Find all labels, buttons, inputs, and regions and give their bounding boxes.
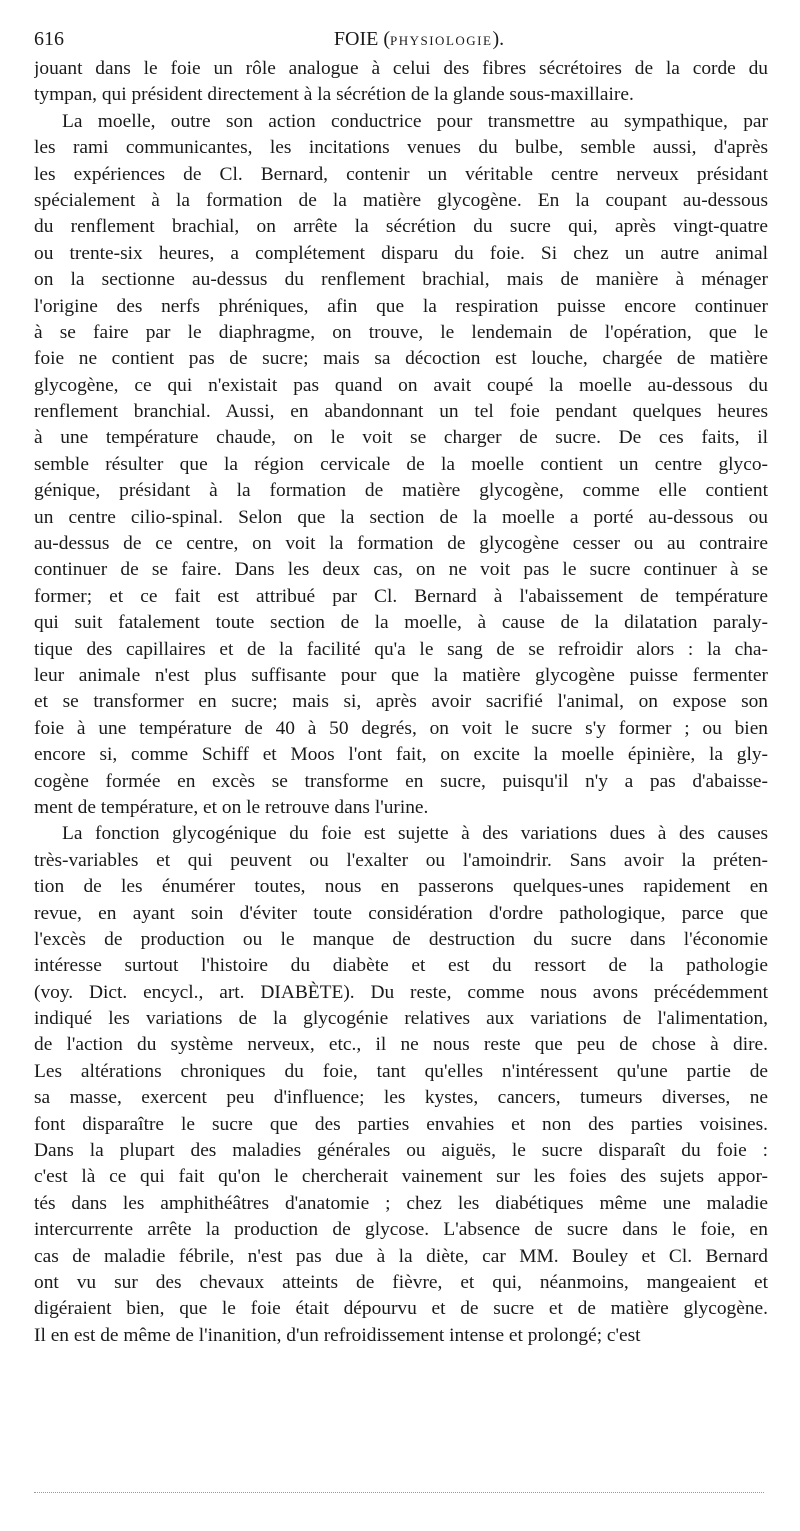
text-line: génique, présidant à la formation de matière glycogène, comme elle contient — [34, 480, 768, 502]
text-line: leur animale n'est plus suffisante pour que la matière glycogène puisse fermenter — [34, 664, 768, 686]
text-line: La fonction glycogénique du foie est sujette à des variations dues à des causes — [62, 823, 768, 845]
text-line: tympan, qui président directement à la sécrétion de la glande sous-maxillaire. — [34, 84, 634, 106]
text-line: très-variables et qui peuvent ou l'exalter ou l'amoindrir. Sans avoir la préten- — [34, 849, 768, 871]
text-line: sa masse, exercent peu d'influence; les kystes, cancers, tumeurs diverses, ne — [34, 1087, 768, 1109]
text-line: tés dans les amphithéâtres d'anatomie ; chez les diabétiques même une maladie — [34, 1192, 768, 1214]
page-number: 616 — [34, 28, 64, 50]
text-line: ont vu sur des chevaux atteints de fièvre, et qui, néanmoins, mangeaient et — [34, 1271, 768, 1293]
running-title-end: ). — [492, 28, 505, 50]
text-line: indiqué les variations de la glycogénie relatives aux variations de l'alimentation, — [34, 1008, 768, 1030]
text-line: renflement branchial. Aussi, en abandonnant un tel foie pendant quelques heures — [34, 401, 768, 423]
document-page — [34, 28, 768, 1349]
text-line: tion de les énumérer toutes, nous en passerons quelques-unes rapidement en — [34, 876, 768, 898]
text-line: (voy. Dict. encycl., art. DIABÈTE). Du reste, comme nous avons précédemment — [34, 981, 768, 1003]
text-line: intéresse surtout l'histoire du diabète et est du ressort de la pathologie — [34, 955, 768, 977]
text-line: à une température chaude, on le voit se charger de sucre. De ces faits, il — [34, 427, 768, 449]
text-line: au-dessus de ce centre, on voit la formation de glycogène cesser ou au contraire — [34, 533, 768, 555]
text-line: du renflement brachial, on arrête la sécrétion du sucre qui, après vingt-quatre — [34, 216, 768, 238]
text-line: Les altérations chroniques du foie, tant qu'elles n'intéressent qu'une partie de — [34, 1060, 768, 1082]
body-text — [34, 56, 768, 1349]
text-line: La moelle, outre son action conductrice pour transmettre au sympathique, par — [62, 110, 768, 132]
paragraph — [34, 821, 768, 1349]
text-line: de l'action du système nerveux, etc., il ne nous reste que peu de chose à dire. — [34, 1034, 768, 1056]
text-line: l'excès de production ou le manque de destruction du sucre dans l'économie — [34, 928, 768, 950]
text-line: ment de température, et on le retrouve dans l'urine. — [34, 796, 429, 818]
text-line: cogène formée en excès se transforme en sucre, puisqu'il n'y a pas d'abaisse- — [34, 770, 768, 792]
running-title-subject: PHYSIOLOGIE — [389, 33, 493, 48]
text-line: tique des capillaires et de la facilité qu'a le sang de se refroidir alors : la cha- — [34, 638, 768, 660]
text-line: c'est là ce qui fait qu'on le chercherait vainement sur les foies des sujets appor- — [34, 1166, 768, 1188]
text-line: jouant dans le foie un rôle analogue à celui des fibres sécrétoires de la corde du — [34, 58, 768, 79]
text-line: revue, en ayant soin d'éviter toute considération d'ordre pathologique, parce que — [34, 902, 768, 924]
paragraph — [34, 56, 768, 109]
footer-dotted-rule — [34, 1492, 764, 1493]
text-line: foie ne contient pas de sucre; mais sa décoction est louche, chargée de matière — [34, 348, 768, 370]
running-head — [34, 28, 768, 56]
text-line: glycogène, ce qui n'existait pas quand on avait coupé la moelle au-dessous du — [34, 374, 768, 396]
text-line: Il en est de même de l'inanition, d'un refroidissement intense et prolongé; c'est — [34, 1324, 641, 1346]
text-line: cas de maladie fébrile, n'est pas due à la diète, car MM. Bouley et Cl. Bernard — [34, 1245, 768, 1267]
text-line: les rami communicantes, les incitations venues du bulbe, semble aussi, d'après — [34, 137, 768, 159]
text-line: à se faire par le diaphragme, on trouve, le lendemain de l'opération, que le — [34, 321, 768, 343]
text-line: former; et ce fait est attribué par Cl. Bernard à l'abaissement de température — [34, 585, 768, 607]
text-line: foie à une température de 40 à 50 degrés, on voit le sucre s'y former ; ou bien — [34, 717, 768, 739]
running-title-main: FOIE ( — [333, 28, 390, 50]
text-line: spécialement à la formation de la matière glycogène. En la coupant au-dessous — [34, 189, 768, 211]
text-line: font disparaître le sucre que des parties envahies et non des parties voisines. — [34, 1113, 768, 1135]
text-line: Dans la plupart des maladies générales ou aiguës, le sucre disparaît du foie : — [34, 1140, 768, 1162]
text-line: l'origine des nerfs phréniques, afin que la respiration puisse encore continuer — [34, 295, 768, 317]
text-line: ou trente-six heures, a complétement disparu du foie. Si chez un autre animal — [34, 242, 768, 264]
paragraph — [34, 109, 768, 822]
text-line: continuer de se faire. Dans les deux cas, on ne voit pas le sucre continuer à se — [34, 559, 768, 581]
running-title — [34, 28, 768, 51]
text-line: les expériences de Cl. Bernard, contenir un véritable centre nerveux présidant — [34, 163, 768, 185]
text-line: et se transformer en sucre; mais si, après avoir sacrifié l'animal, on expose son — [34, 691, 768, 713]
text-line: digéraient bien, que le foie était dépourvu et de sucre et de matière glycogène. — [34, 1298, 768, 1320]
text-line: encore si, comme Schiff et Moos l'ont fait, on excite la moelle épinière, la gly- — [34, 744, 768, 766]
text-line: qui suit fatalement toute section de la moelle, à cause de la dilatation paraly- — [34, 612, 768, 634]
text-line: on la sectionne au-dessus du renflement brachial, mais de manière à ménager — [34, 269, 768, 291]
text-line: semble résulter que la région cervicale de la moelle contient un centre glyco- — [34, 453, 768, 475]
text-line: un centre cilio-spinal. Selon que la section de la moelle a porté au-dessous ou — [34, 506, 768, 528]
text-line: intercurrente arrête la production de glycose. L'absence de sucre dans le foie, en — [34, 1219, 768, 1241]
